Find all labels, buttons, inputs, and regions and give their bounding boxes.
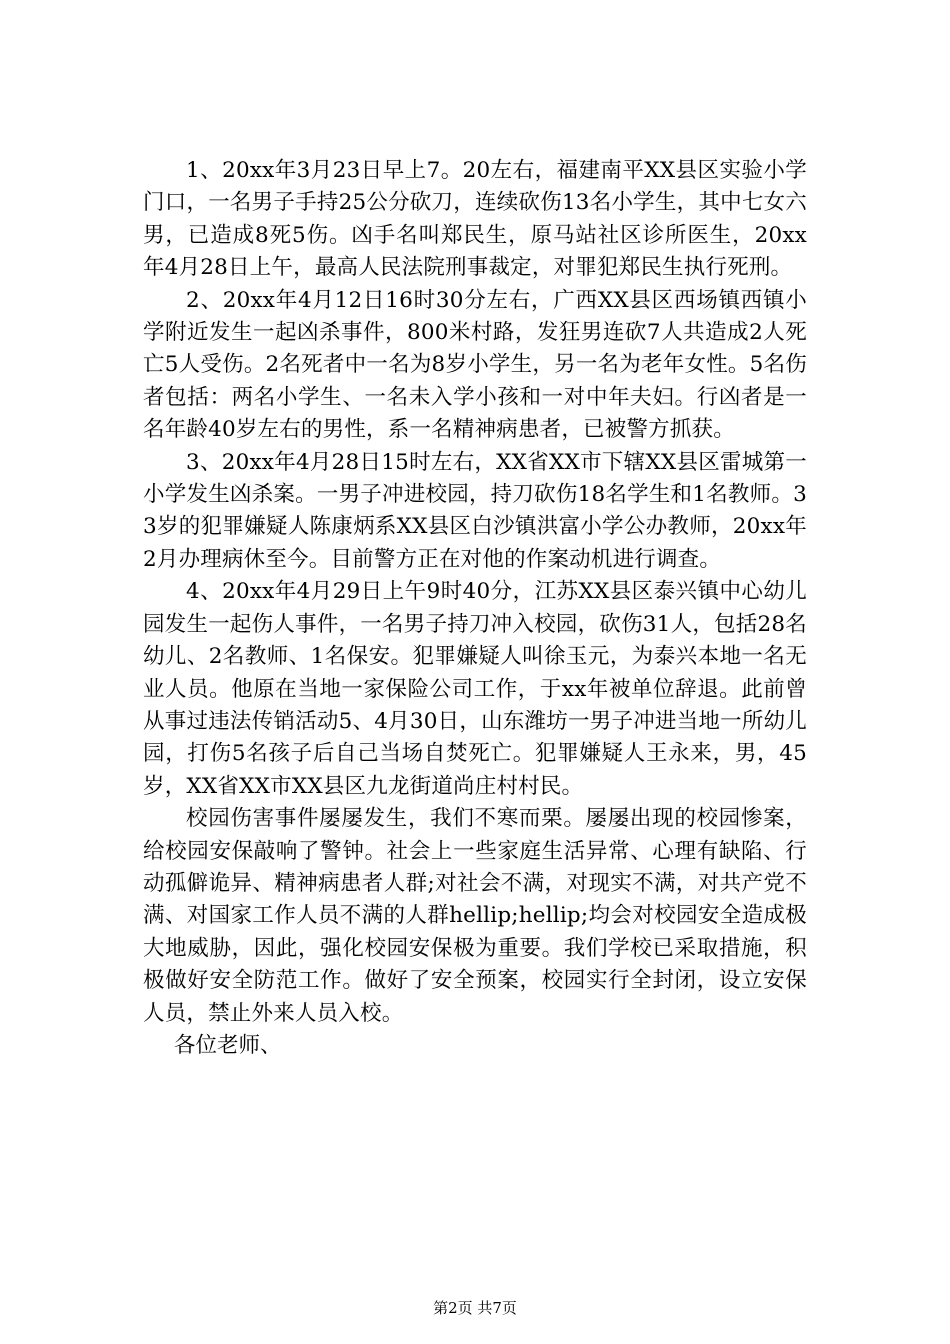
paragraph-incident-3: 3、20xx年4月28日15时左右，XX省XX市下辖XX县区雷城第一小学发生凶杀案。一男子冲进校园，持刀砍伤18名学生和1名教师。33岁的犯罪嫌疑人陈康炳系XX县区白沙镇洪富小学公办教师，20xx年2月办理病休至今。目前警方正在对他的作案动机进行调查。 bbox=[143, 449, 807, 572]
paragraph-closing: 各位老师、 bbox=[174, 1032, 282, 1058]
paragraph-incident-1: 1、20xx年3月23日早上7。20左右，福建南平XX县区实验小学门口，一名男子手持25公分砍刀，连续砍伤13名小学生，其中七女六男，已造成8死5伤。凶手名叫郑民生，原马站社区诊所医生，20xx年4月28日上午，最高人民法院刑事裁定，对罪犯郑民生执行死刑。 bbox=[143, 158, 807, 281]
page-number-footer: 第2页 共7页 bbox=[433, 1299, 517, 1317]
paragraph-incident-2: 2、20xx年4月12日16时30分左右，广西XX县区西场镇西镇小学附近发生一起凶杀事件，800米村路，发狂男连砍7人共造成2人死亡5人受伤。2名死者中一名为8岁小学生，另一名为老年女性。5名伤者包括：两名小学生、一名未入学小孩和一对中年夫妇。行凶者是一名年龄40岁左右的男性，系一名精神病患者，已被警方抓获。 bbox=[143, 287, 807, 443]
paragraph-incident-4: 4、20xx年4月29日上午9时40分，江苏XX县区泰兴镇中心幼儿园发生一起伤人事件，一名男子持刀冲入校园，砍伤31人，包括28名幼儿、2名教师、1名保安。犯罪嫌疑人叫徐玉元，为泰兴本地一名无业人员。他原在当地一家保险公司工作，于xx年被单位辞退。此前曾从事过违法传销活动5、4月30日，山东潍坊一男子冲进当地一所幼儿园，打伤5名孩子后自己当场自焚死亡。犯罪嫌疑人王永来，男，45岁，XX省XX市XX县区九龙街道尚庄村村民。 bbox=[143, 579, 807, 799]
paragraph-summary: 校园伤害事件屡屡发生，我们不寒而栗。屡屡出现的校园惨案，给校园安保敲响了警钟。社会上一些家庭生活异常、心理有缺陷、行动孤僻诡异、精神病患者人群;对社会不满，对现实不满，对共产党不满、对国家工作人员不满的人群hellip;hellip;均会对校园安全造成极大地威胁，因此，强化校园安保极为重要。我们学校已采取措施，积极做好安全防范工作。做好了安全预案，校园实行全封闭，设立安保人员，禁止外来人员入校。 bbox=[143, 806, 807, 1026]
document-body bbox=[143, 155, 807, 1062]
